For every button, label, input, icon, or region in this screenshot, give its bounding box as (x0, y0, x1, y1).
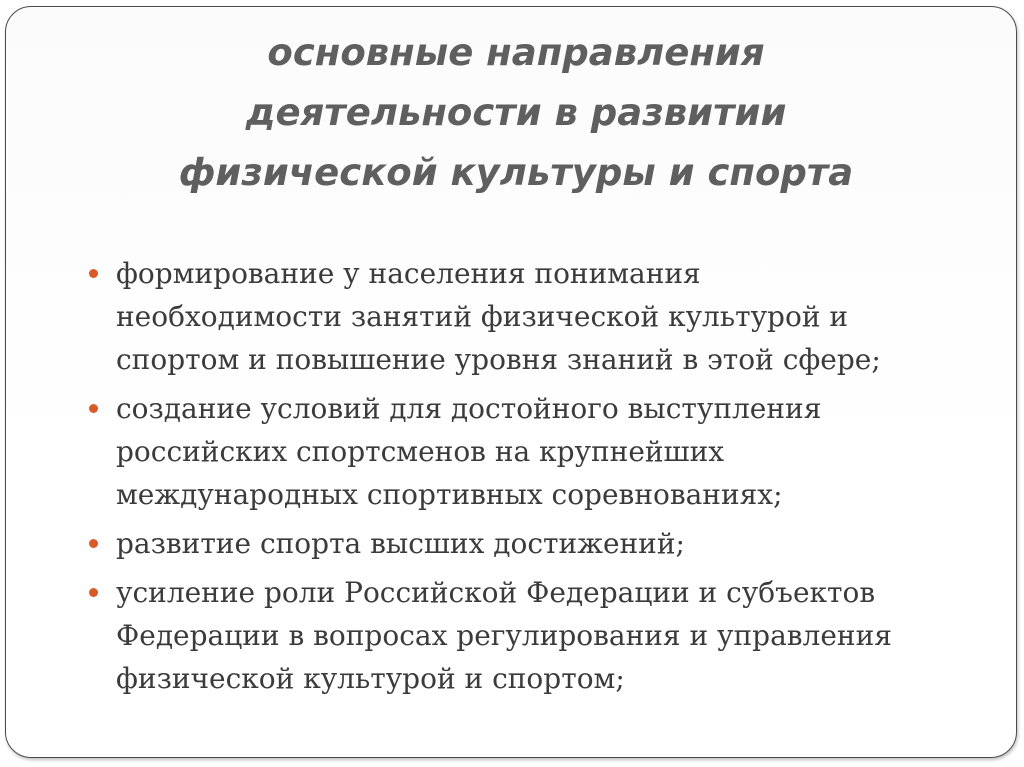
slide-title (126, 23, 906, 203)
title-line-3: физической культуры и спорта (178, 151, 854, 194)
bullet-4-line-1: усиление роли Российской Федерации и субъектов (116, 576, 876, 609)
bullet-4-line-2: Федерации в вопросах регулирования и управления (116, 619, 892, 652)
slide-frame (5, 6, 1017, 758)
bullet-3-line-1: развитие спорта высших достижений; (116, 527, 685, 560)
bullet-2-line-2: российских спортсменов на крупнейших (116, 435, 725, 468)
bullet-2-line-1: создание условий для достойного выступления (116, 392, 822, 425)
bullet-1-line-1: формирование у населения понимания (116, 257, 701, 290)
bullet-dot-icon (89, 539, 98, 548)
bullet-1-line-3: спортом и повышение уровня знаний в этой сфере; (116, 343, 881, 376)
title-line-2: деятельности в развитии (245, 91, 787, 134)
bullet-dot-icon (89, 588, 98, 597)
bullet-item-1 (86, 252, 966, 381)
bullet-dot-icon (89, 404, 98, 413)
bullet-list (86, 252, 966, 706)
bullet-4-line-3: физической культурой и спортом; (116, 662, 625, 695)
bullet-1-line-2: необходимости занятий физической культурой и (116, 300, 849, 333)
bullet-dot-icon (89, 269, 98, 278)
bullet-item-3 (86, 522, 966, 565)
bullet-2-line-3: международных спортивных соревнованиях; (116, 478, 783, 511)
title-line-1: основные направления (267, 31, 765, 74)
bullet-item-4 (86, 571, 966, 700)
bullet-item-2 (86, 387, 966, 516)
